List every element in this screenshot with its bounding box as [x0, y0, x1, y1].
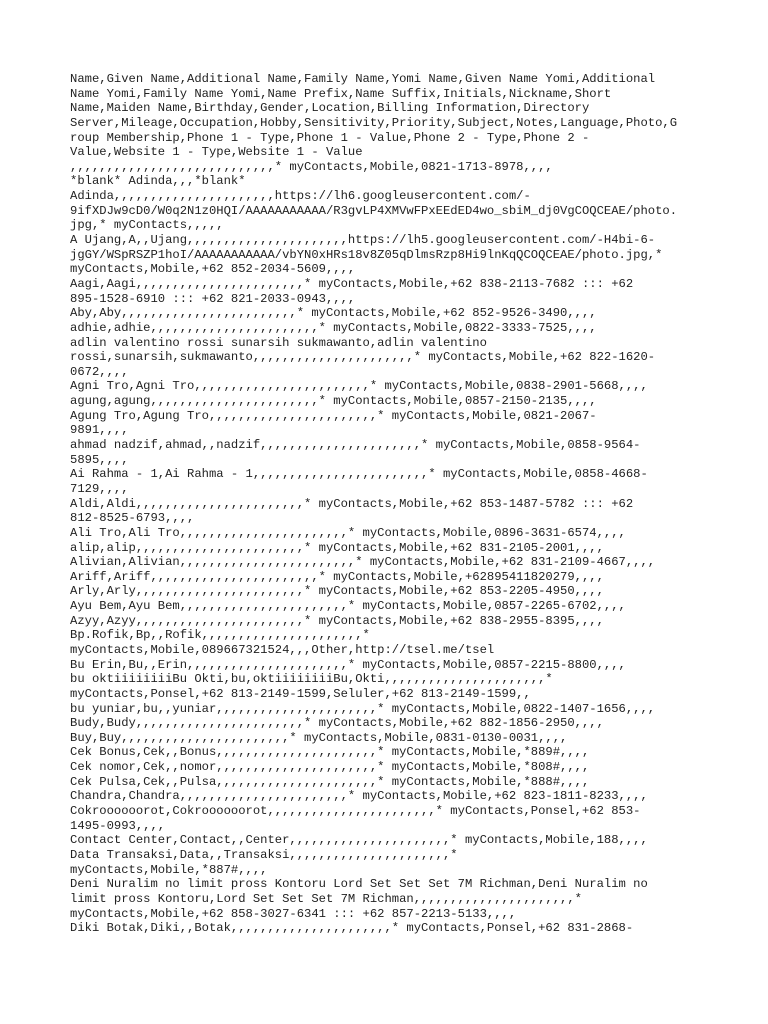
csv-text-line: Server,Mileage,Occupation,Hobby,Sensitivity,Priority,Subject,Notes,Language,Photo,G — [70, 115, 678, 130]
csv-text-line: bu yuniar,bu,,yuniar,,,,,,,,,,,,,,,,,,,,,,* myContacts,Mobile,0822-1407-1656,,,, — [70, 701, 656, 716]
csv-text-line: Cokroooooorot,Cokroooooorot,,,,,,,,,,,,,,,,,,,,,,,* myContacts,Ponsel,+62 853- — [70, 804, 641, 819]
csv-text-line: Aagi,Aagi,,,,,,,,,,,,,,,,,,,,,,,* myContacts,Mobile,+62 838-2113-7682 ::: +62 — [70, 276, 634, 291]
csv-text-line: Aldi,Aldi,,,,,,,,,,,,,,,,,,,,,,,* myContacts,Mobile,+62 853-1487-5782 ::: +62 — [70, 496, 634, 511]
csv-text-line: Ai Rahma - 1,Ai Rahma - 1,,,,,,,,,,,,,,,,,,,,,,,,* myContacts,Mobile,0858-4668- — [70, 467, 648, 482]
csv-text-line: *blank* Adinda,,,*blank* — [70, 174, 246, 189]
csv-text-line: jpg,* myContacts,,,,, — [70, 218, 224, 233]
csv-text-line: Agni Tro,Agni Tro,,,,,,,,,,,,,,,,,,,,,,,,* myContacts,Mobile,0838-2901-5668,,,, — [70, 379, 648, 394]
csv-text-line: 812-8525-6793,,,, — [70, 511, 195, 526]
csv-text-line: Chandra,Chandra,,,,,,,,,,,,,,,,,,,,,,,* myContacts,Mobile,+62 823-1811-8233,,,, — [70, 789, 648, 804]
csv-text-line: roup Membership,Phone 1 - Type,Phone 1 - Value,Phone 2 - Type,Phone 2 - — [70, 130, 590, 145]
csv-text-line: adhie,adhie,,,,,,,,,,,,,,,,,,,,,,,* myContacts,Mobile,0822-3333-7525,,,, — [70, 320, 597, 335]
csv-text-line: alip,alip,,,,,,,,,,,,,,,,,,,,,,,* myContacts,Mobile,+62 831-2105-2001,,,, — [70, 540, 604, 555]
csv-text-line: Name,Given Name,Additional Name,Family Name,Yomi Name,Given Name Yomi,Additional — [70, 72, 656, 86]
csv-text-line: Bp.Rofik,Bp,,Rofik,,,,,,,,,,,,,,,,,,,,,,* — [70, 628, 370, 643]
csv-text-line: 7129,,,, — [70, 481, 129, 496]
csv-text-line: Arly,Arly,,,,,,,,,,,,,,,,,,,,,,,* myContacts,Mobile,+62 853-2205-4950,,,, — [70, 584, 604, 599]
csv-text-line: 0672,,,, — [70, 364, 129, 379]
csv-text-line: bu oktiiiiiiiiBu Okti,bu,oktiiiiiiiiBu,Okti,,,,,,,,,,,,,,,,,,,,,,* — [70, 672, 553, 687]
csv-text-line: Ariff,Ariff,,,,,,,,,,,,,,,,,,,,,,,* myContacts,Mobile,+62895411820279,,,, — [70, 569, 604, 584]
csv-document-page — [70, 72, 700, 936]
csv-text-line: Name Yomi,Family Name Yomi,Name Prefix,Name Suffix,Initials,Nickname,Short — [70, 86, 612, 101]
csv-text-line: ahmad nadzif,ahmad,,nadzif,,,,,,,,,,,,,,,,,,,,,,* myContacts,Mobile,0858-9564- — [70, 438, 641, 453]
csv-text-line: 5895,,,, — [70, 452, 129, 467]
csv-text-line: Value,Website 1 - Type,Website 1 - Value — [70, 145, 363, 160]
csv-text-line: rossi,sunarsih,sukmawanto,,,,,,,,,,,,,,,,,,,,,,* myContacts,Mobile,+62 822-1620- — [70, 350, 656, 365]
csv-text-line: myContacts,Mobile,*887#,,,, — [70, 862, 268, 877]
csv-text-line: Alivian,Alivian,,,,,,,,,,,,,,,,,,,,,,,,* myContacts,Mobile,+62 831-2109-4667,,,, — [70, 555, 656, 570]
csv-text-line: Agung Tro,Agung Tro,,,,,,,,,,,,,,,,,,,,,,,* myContacts,Mobile,0821-2067- — [70, 408, 597, 423]
csv-text-line: A Ujang,A,,Ujang,,,,,,,,,,,,,,,,,,,,,,https://lh5.googleusercontent.com/-H4bi-6- — [70, 233, 656, 248]
csv-text-line: adlin valentino rossi sunarsih sukmawanto,adlin valentino — [70, 335, 487, 350]
csv-text-line: Ali Tro,Ali Tro,,,,,,,,,,,,,,,,,,,,,,,* myContacts,Mobile,0896-3631-6574,,,, — [70, 525, 626, 540]
csv-text-line: jgGY/WSpRSZP1hoI/AAAAAAAAAAA/vbYN0xHRs18v8Z05qDlmsRzp8Hi9lnKqQCOQCEAE/photo.jpg,* — [70, 247, 663, 262]
csv-text-line: Data Transaksi,Data,,Transaksi,,,,,,,,,,,,,,,,,,,,,,* — [70, 847, 458, 862]
csv-text-line: Adinda,,,,,,,,,,,,,,,,,,,,,,https://lh6.googleusercontent.com/- — [70, 189, 531, 204]
csv-text-line: limit pross Kontoru,Lord Set Set Set 7M Richman,,,,,,,,,,,,,,,,,,,,,,* — [70, 891, 582, 906]
csv-text-line: Contact Center,Contact,,Center,,,,,,,,,,,,,,,,,,,,,,* myContacts,Mobile,188,,,, — [70, 833, 648, 848]
csv-text-line: Ayu Bem,Ayu Bem,,,,,,,,,,,,,,,,,,,,,,,* myContacts,Mobile,0857-2265-6702,,,, — [70, 599, 626, 614]
csv-text-line: Cek Pulsa,Cek,,Pulsa,,,,,,,,,,,,,,,,,,,,,,* myContacts,Mobile,*888#,,,, — [70, 774, 590, 789]
csv-text-line: myContacts,Mobile,+62 858-3027-6341 ::: +62 857-2213-5133,,,, — [70, 906, 517, 921]
csv-text-line: ,,,,,,,,,,,,,,,,,,,,,,,,,,,,* myContacts,Mobile,0821-1713-8978,,,, — [70, 159, 553, 174]
csv-text-line: Diki Botak,Diki,,Botak,,,,,,,,,,,,,,,,,,,,,,* myContacts,Ponsel,+62 831-2868- — [70, 921, 634, 936]
csv-text-line: Azyy,Azyy,,,,,,,,,,,,,,,,,,,,,,,* myContacts,Mobile,+62 838-2955-8395,,,, — [70, 613, 604, 628]
csv-text-line: 895-1528-6910 ::: +62 821-2033-0943,,,, — [70, 291, 356, 306]
csv-text-line: myContacts,Mobile,089667321524,,,Other,http://tsel.me/tsel — [70, 642, 495, 657]
csv-text-line: 9891,,,, — [70, 423, 129, 438]
csv-text-line: Buy,Buy,,,,,,,,,,,,,,,,,,,,,,,* myContacts,Mobile,0831-0130-0031,,,, — [70, 730, 568, 745]
csv-text-line: 1495-0993,,,, — [70, 818, 166, 833]
csv-text-line: myContacts,Mobile,+62 852-2034-5609,,,, — [70, 262, 356, 277]
csv-text-line: agung,agung,,,,,,,,,,,,,,,,,,,,,,,* myContacts,Mobile,0857-2150-2135,,,, — [70, 394, 597, 409]
csv-text-line: myContacts,Ponsel,+62 813-2149-1599,Seluler,+62 813-2149-1599,, — [70, 686, 531, 701]
csv-text-line: Aby,Aby,,,,,,,,,,,,,,,,,,,,,,,,* myContacts,Mobile,+62 852-9526-3490,,,, — [70, 306, 597, 321]
csv-text-line: Cek Bonus,Cek,,Bonus,,,,,,,,,,,,,,,,,,,,,,* myContacts,Mobile,*889#,,,, — [70, 745, 590, 760]
csv-text-line: Deni Nuralim no limit pross Kontoru Lord Set Set Set 7M Richman,Deni Nuralim no — [70, 877, 648, 892]
csv-text-line: 9ifXDJw9cD0/W0q2N1z0HQI/AAAAAAAAAAA/R3gvLP4XMVwFPxEEdED4wo_sbiM_dj0VgCOQCEAE/photo. — [70, 203, 678, 218]
csv-text-line: Budy,Budy,,,,,,,,,,,,,,,,,,,,,,,* myContacts,Mobile,+62 882-1856-2950,,,, — [70, 716, 604, 731]
csv-text-line: Bu Erin,Bu,,Erin,,,,,,,,,,,,,,,,,,,,,,* myContacts,Mobile,0857-2215-8800,,,, — [70, 657, 626, 672]
csv-text-line: Name,Maiden Name,Birthday,Gender,Location,Billing Information,Directory — [70, 101, 590, 116]
csv-text-line: Cek nomor,Cek,,nomor,,,,,,,,,,,,,,,,,,,,,,* myContacts,Mobile,*808#,,,, — [70, 760, 590, 775]
